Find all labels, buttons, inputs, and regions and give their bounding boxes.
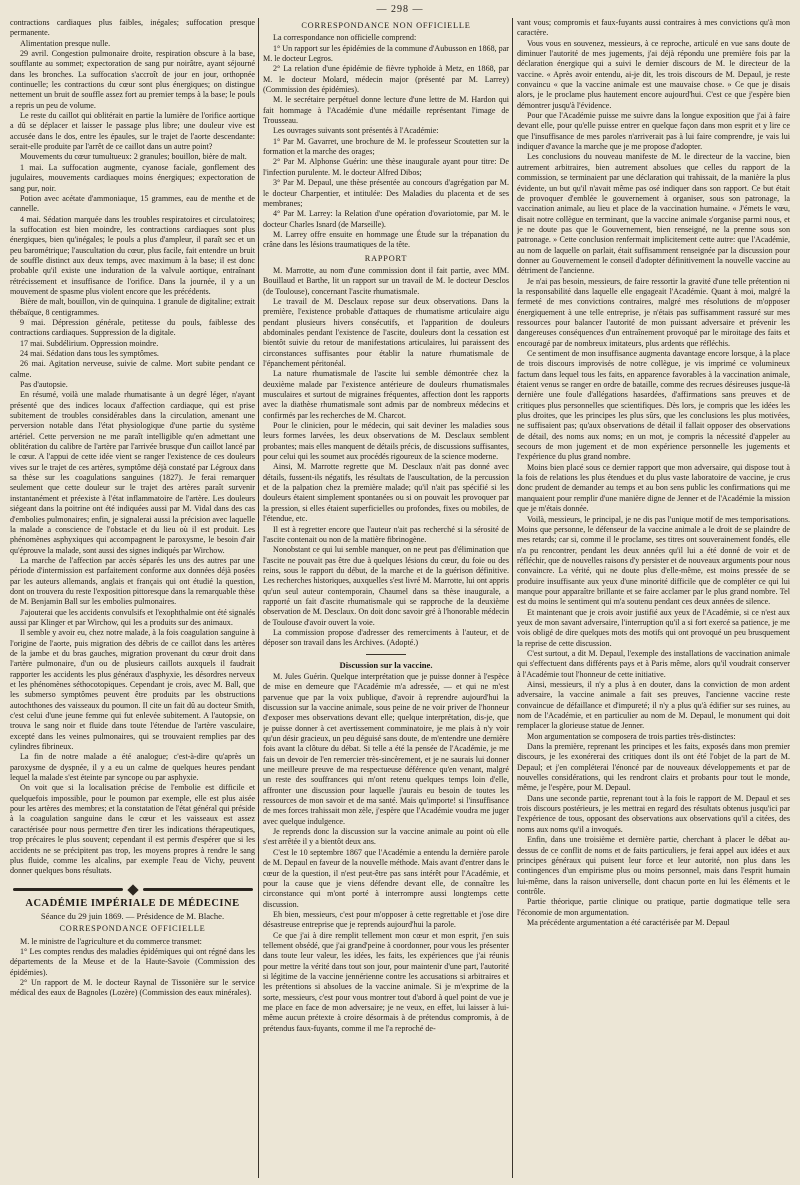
section-heading: CORRESPONDANCE OFFICIELLE (59, 924, 206, 934)
paragraph: En résumé, voilà une malade rhumatisante à un degré léger, n'ayant présenté que des indices locaux d'affection cardiaque, qui est prise subitement de troubles considérables dans la circulation, amenant une perversion notable dans l'état physiologique d'une partie du système artériel. Cette perversion ne me paraît intelligible qu'en admettant une oblitération du calibre de l'artère par l'arrivée brusque d'un caillot lancé par le cœur. A l'appui de cette idée vient se ranger l'existence de ces douleurs vives sur le trajet de ces artères, symptôme déjà constaté par Légroux dans sa thèse sur les coagulations sanguines (1827). Je ferai remarquer seulement que cette douleur sur le trajet des artères paraît survenir instantanément et préexiste à l'état inflammatoire de l'artère. Les douleurs siégeant dans la poitrine ont été indiquées aussi par M. Vidal dans des cas d'embolies pulmonaires; enfin, je signalerai aussi la précision avec laquelle la malade a conscience de l'obstacle et du lieu où il est produit. Les phénomènes asphyxiques qui accompagnent le paroxysme, le besoin d'air qu'éprouve la malade, sont aussi des signes indiqués par Wirchow. (10, 390, 255, 555)
paragraph: La marche de l'affection par accès séparés les uns des autres par une période d'intermission est parfaitement conforme aux données déjà posées par les auteurs allemands, anglais et français qui ont étudié la question, dont on trouvera du reste l'exposition pittoresque dans la remarquable thèse de M. Benjamin Ball sur les embolies pulmonaires. (10, 555, 255, 607)
paragraph: M. Larrey offre ensuite en hommage une Étude sur la trépanation du crâne dans les lésions traumatiques de la tête. (263, 229, 509, 250)
paragraph: C'est surtout, a dit M. Depaul, l'exemple des installations de vaccination animale qui s'effectuent dans différents pays et à Paris même, alors qu'il voudrait conserver à l'Académie tout l'honneur de cette initiative. (517, 648, 790, 679)
paragraph: M. Jules Guérin. Quelque interprétation que je puisse donner à l'espèce de mise en demeure que l'Académie m'a adressée, — et qui ne m'est parvenue que par la voix publique, d'avoir à reprendre aujourd'hui la discussion sur la vaccine animale, sous peine de ne voir priver de l'honneur d'exposer mes observations devant elle; quelque interprétation, dis-je, que je puisse donner à cet avertissement comminatoire, je me plais à n'y voir qu'un désir gracieux, un peu déguisé sans doute, de m'entendre une dernière fois avant la clôture du débat. Si telle a été la pensée de l'Académie, je me fais un devoir de l'en remercier très-sincèrement, et je ne saurais lui donner une meilleure preuve de ma respectueuse déférence qu'en venant, malgré un reste des souffrances qui m'ont retenu quelques temps loin d'elle, affronter une discussion pour laquelle j'aurais eu besoin de toutes les ressources de mon savoir et de ma santé. Mais qu'importe! si l'insuffisance de mes forces trahissait mon zèle, j'espère que l'Académie voudra me juger avec quelque indulgence. (263, 671, 509, 826)
paragraph: 24 mai. Sédation dans tous les symptômes. (20, 349, 159, 358)
paragraph: Vous vous en souvenez, messieurs, à ce reproche, articulé en vue sans doute de diminuer l'autorité de mes jugements, j'ai déjà répondu une première fois par la déclaration énergique qui a suivi le dernier discours de M. le directeur de la vaccine. « Après avoir entendu, ai-je dit, les trois discours de M. Depaul, je reste convaincu « que la vaccine animale est une mauvaise chose. » Ce que je disais alors, je le proclame plus hautement encore aujourd'hui. C'est ce que j'espère bien démontrer jusqu'à l'évidence. (517, 38, 790, 110)
paragraph: Dans une seconde partie, reprenant tout à la fois le rapport de M. Depaul et ses trois discours postérieurs, je les mettrai en regard des résultats obtenus jusqu'ici par l'expérience de tous, opposant des observations aux observations qu'il a citées, des noms aux noms qu'il a invoqués. (517, 793, 790, 834)
paragraph: 2° La relation d'une épidémie de fièvre typhoïde à Metz, en 1868, par M. le docteur Molard, médecin major (présenté par M. Larrey) (Commission des épidémies). (263, 64, 509, 95)
paragraph: Pour que l'Académie puisse me suivre dans la longue exposition que j'ai à faire devant elle, pour qu'elle puisse entrer en quelque façon dans mon esprit et y lire ce que l'insuffisance de mes paroles n'arriverait pas à lui faire comprendre, je vais lui indiquer d'avance la marche que je me propose d'adopter. (517, 111, 790, 152)
paragraph: Nonobstant ce qui lui semble manquer, on ne peut pas d'élimination que l'ascite ne pouvait pas être due à quelques lésions du cœur, du foie ou des reins, sous le rapport du début, de la marche et de la guérison définitive. Les recherches historiques, auxquelles s'est livré M. Marrotte, lui ont appris qu'un seul auteur contemporain, Chaumel dans sa thèse inaugurale, a rapporté un fait d'ascite rhumatismale qui se rapproche de la deuxième observation de M. Desclaux. On doit donc savoir gré à l'honorable médecin de Toulouse d'avoir ouvert la voie. (263, 545, 509, 627)
paragraph: On voit que si la localisation précise de l'embolie est difficile et quelquefois impossible, pour le poumon par exemple, elle est plus aisée pour les artères des membres; et la constatation de l'état général qui préside à la coagulation sanguine dans le cœur et les vaisseaux est assez caractérisée pour nous permettre d'en tirer les indications thérapeutiques, trop précaires le plus souvent; cependant il est permis d'espérer que si les accidents ne se précipitent pas trop, les moyens propres à rendre le sang plus fluide, comme les alcalins, par exemple l'eau de Vichy, peuvent donner quelques bons résultats. (10, 783, 255, 876)
paragraph: 4 mai. Sédation marquée dans les troubles respiratoires et circulatoires; la suffocation est bien moindre, les contractions cardiaques sont plus énergiques, bien qu'inégales; le pouls a plus d'ampleur, il paraît sec et un peu barométrique; l'auscultation du cœur, plus facile, fait entendre un bruit de souffle distinct aux deux temps, avec maximum à la base; il est donc probable qu'il existe une induration de la valvule aortique, entraînant rétrécissement et insuffisance de l'orifice. Dans la journée, il y a un mouvement de spasme plus violent encore que les précédents. (10, 214, 255, 296)
paragraph: 1 mai. La suffocation augmente, cyanose faciale, gonflement des jugulaires, mouvements cardiaques moins énergiques; expectoration de sang pur, noir. (10, 162, 255, 193)
academy-title: ACADÉMIE IMPÉRIALE DE MÉDECINE (25, 897, 240, 909)
page-number: — 298 — (376, 4, 424, 15)
paragraph: 4° Par M. Larrey: la Relation d'une opération d'ovariotomie, par M. le docteur Charles Isnard (de Marseille). (263, 209, 509, 229)
paragraph: 1° Un rapport sur les épidémies de la commune d'Aubusson en 1868, par M. le docteur Legros. (263, 43, 509, 64)
paragraph: M. Marrotte, au nom d'une commission dont il fait partie, avec MM. Bouillaud et Barthe, lit un rapport sur un travail de M. le docteur Desclos (de Toulouse), concernant l'ascite rhumatismale. (263, 265, 509, 296)
paragraph: La correspondance non officielle comprend: (273, 33, 417, 43)
section-heading: Discussion sur la vaccine. (339, 659, 433, 670)
paragraph: 2° Un rapport de M. le docteur Raynal de Tissonière sur le service médical des eaux de Bagnoles (Lozère) (Commission des eaux minérales). (10, 977, 255, 998)
section-heading: RAPPORT (364, 253, 408, 263)
paragraph: Alimentation presque nulle. (20, 38, 111, 48)
paragraph: J'ajouterai que les accidents convulsifs et l'exophthalmie ont été signalés aussi par Klinger et par Wirchow, qui les a produits sur des animaux. (10, 607, 255, 627)
paragraph: Pour le clinicien, pour le médecin, qui sait deviner les maladies sous leurs formes larvées, les deux observations de M. Desclaux semblent probantes; mais elles manquent de détails précis, de discussions suffisantes, pour celui qui les soumet aux procédés rigoureux de la science moderne. (263, 421, 509, 462)
paragraph: Le travail de M. Desclaux repose sur deux observations. Dans la première, l'existence probable d'attaques de rhumatisme articulaire aigu pendant plusieurs hivers consécutifs, et l'apparition de douleurs abdominales pendant l'existence de l'ascite, douleurs dont la cessation est bientôt suivie du retour de manifestations articulaires, lui paraissent des circonstances suffisantes pour établir la nature rhumatismale de l'épanchement péritonéal. (263, 296, 509, 368)
paragraph: 17 mai. Subdélirium. Oppression moindre. (20, 338, 159, 348)
paragraph: M. le secrétaire perpétuel donne lecture d'une lettre de M. Hardon qui fait hommage à l'Académie d'une médaille représentant l'image de Trousseau. (263, 95, 509, 126)
paragraph: Bière de malt, bouillon, vin de quinquina. 1 granule de digitaline; extrait thébaïque, 8 centigrammes. (10, 297, 255, 317)
paragraph: Je n'ai pas besoin, messieurs, de faire ressortir la gravité d'une telle prétention ni la responsabilité dans laquelle elle engageait l'Académie. Quant à moi, malgré la fermeté de mes convictions contraires, malgré mes résolutions de m'opposer énergiquement à une telle entreprise, je n'étais pas suffisamment rassuré sur mes ressources pour balancer l'autorité de mon puissant adversaire et prévenir les dangereuses conséquences d'un entraînement provoqué par le miroitage des faits et encouragé par de nombreux imitateurs, plus ardents que réfléchis. (517, 276, 790, 348)
paragraph: Il semble y avoir eu, chez notre malade, à la fois coagulation sanguine à l'origine de l'aorte, puis migration des débris de ce caillot dans les artères de la jambe et du bras gauches, migration provenant du cœur droit dans l'artère pulmonaire, d'un ou de plusieurs caillots auxquels il faudrait rapporter les accidents les plus généraux d'asphyxie, les désordres nerveux et les phénomènes séthocotopiques. Cependant je crois, avec M. Ball, que les submerso symptômes peuvent être produits par les obstructions autochthones des vaisseaux du poumon. Il cite un fait dû au docteur Smith, c'est celui d'une jeune femme qui fut enlevée subitement. A l'autopsie, on trouva le sang noir et fluide dans toute l'étendue de l'artère vasculaire, excepté dans les veines pulmonaires, qui se trouvaient remplies par des cylindres fibrineux. (10, 628, 255, 752)
paragraph: Il est à regretter encore que l'auteur n'ait pas recherché si la sérosité de l'ascite contenait ou non de la matière fibrinogène. (263, 524, 509, 544)
paragraph: Ainsi, messieurs, il n'y a plus à en douter, dans la conviction de mon ardent adversaire, la vaccine animale a fait ses preuves, l'ancienne vaccine reste convaincue de défaillance et d'impureté; il n'y a plus qu'à édifier sur ses ruines, au nom de l'Académie, et en particulier au nom de M. Depaul, le monument qui doit remplacer la glorieuse statue de Jenner. (517, 680, 790, 731)
paragraph: C'est le 10 septembre 1867 que l'Académie a entendu la dernière parole de M. Depaul en faveur de la nouvelle méthode. Mais avant d'entrer dans le cœur de la question, il n'est peut-être pas sans intérêt pour l'Académie, et pour la cause que je viens défendre devant elle, de connaître les circonstance qui m'ont porté à interrompre aussi longtemps cette discussion. (263, 847, 509, 909)
paragraph: Mouvements du cœur tumultueux: 2 granules; bouillon, bière de malt. (20, 152, 247, 162)
paragraph: Mon argumentation se composera de trois parties très-distinctes: (527, 731, 736, 741)
paragraph: Eh bien, messieurs, c'est pour m'opposer à cette regrettable et j'ose dire désastreuse entreprise que je reprends aujourd'hui la parole. (263, 909, 509, 930)
paragraph: 26 mai. Agitation nerveuse, suivie de calme. Mort subite pendant ce calme. (10, 359, 255, 379)
paragraph: Potion avec acétate d'ammoniaque, 15 grammes, eau de menthe et de cannelle. (10, 193, 255, 214)
paragraph: Voilà, messieurs, le principal, je ne dis pas l'unique motif de mes temporisations. Moins que personne, le défenseur de la vaccine animale a le droit de se plaindre de mes retards; car si, comme il le proclame, ses titres ont souverainement fondés, elle n'a pu rencontrer, pendant les deux années qu'il lui a été donné de voir et de réfléchir, que de nouvelles raisons d'y persister et de nouveaux arguments pour nous convaincre. La vérité, qui ne doute plus d'elle-même, est moins pressée de se produire insuffisante aux yeux d'une minorité difficile que de compléter ce qui lui manque pour apparaître brillante et se faire acclamer par le plus grand nombre. Tel est du moins le sentiment qui m'a soutenu pendant ces deux années de silence. (517, 514, 790, 607)
session-line: Séance du 29 juin 1869. — Présidence de M. Blache. (40, 910, 225, 921)
paragraph: 1° Par M. Gavarret, une brochure de M. le professeur Scoutetten sur la formation et la marche des orages; (263, 136, 509, 157)
paragraph: Ce que j'ai à dire remplit tellement mon cœur et mon esprit, j'en suis tellement obsédé, que j'ai grand'peine à coordonner, pour vous les présenter dans toute leur valeur, les idées, les faits, les expériences que j'ai réunis pour mettre la vérité dans tout son jour, pour maintenir d'une part, l'autorité si légitime de la vaccine jennérienne contre les accusations si arbitraires et les prétentions si absolues de la vaccine animale. Si je m'exprime de la sorte, messieurs, c'est pour vous montrer tout d'abord à quel point de vue je me place en face de mon adversaire; je ne veux, en effet, lui laisser à lui-même aucun prétexte à croire désormais à de prétendus compromis, à de prétendus faux-fuyants, comme il me l'a reproché de- (263, 930, 509, 1033)
paragraph: Et maintenant que je crois avoir justifié aux yeux de l'Académie, si ce n'est aux yeux de mon savant adversaire, l'interruption qu'il a si fort exercé sa patience, je me vois obligé de dire quelques mots des motifs qui ont provoqué un peu brusquement la reprise de cette discussion. (517, 607, 790, 648)
column-rule (258, 18, 259, 1178)
column-right (517, 18, 790, 1178)
column-rule (512, 18, 513, 1178)
paragraph: Je reprends donc la discussion sur la vaccine animale au point où elle s'est arrêtée il y a bientôt deux ans. (263, 827, 509, 847)
paragraph: 3° Par M. Depaul, une thèse présentée au concours d'agrégation par M. le docteur Charpentier, et intitulée: Des Maladies du placenta et de ses membranes; (263, 178, 509, 208)
paragraph: La nature rhumatismale de l'ascite lui semble démontrée chez la deuxième malade par l'existence antérieure de douleurs rhumatismales musculaires et surtout de migraines fréquentes, affection dont les rapports avec la diathèse rhumatismale sont admis par de nombreux médecins et confirmés par les recherches de M. Charcot. (263, 369, 509, 420)
paragraph: 2° Par M. Alphonse Guérin: une thèse inaugurale ayant pour titre: De l'infection purulente. M. le docteur Alfred Dibos; (263, 157, 509, 177)
paragraph: Ma précédente argumentation a été caractérisée par M. Depaul (527, 917, 730, 927)
paragraph: 9 mai. Dépression générale, petitesse du pouls, faiblesse des contractions cardiaques. Suppression de la digitale. (10, 317, 255, 338)
paragraph: vant vous; compromis et faux-fuyants aussi contraires à mes convictions qu'à mon caractère. (517, 18, 790, 38)
paragraph: contractions cardiaques plus faibles, inégales; suffocation presque permanente. (10, 18, 255, 38)
paragraph: Les ouvrages suivants sont présentés à l'Académie: (273, 126, 439, 136)
paragraph: Ainsi, M. Marrotte regrette que M. Desclaux n'ait pas donné avec détails, fussent-ils négatifs, les résultats de l'auscultation, de la percussion et de la palpation chez la première malade; qu'il n'ait pas spécifié si les douleurs étaient simplement spontanées ou si on pouvait les provoquer par la pression, si elles étaient superficielles ou profondes, fixes ou mobiles, de l'étendue, etc. (263, 462, 509, 524)
paragraph: Pas d'autopsie. (20, 380, 68, 390)
paragraph: La commission propose d'adresser des remerciments à l'auteur, et de déposer son travail dans les Archives. (Adopté.) (263, 627, 509, 648)
paragraph: Moins bien placé sous ce dernier rapport que mon adversaire, qui dispose tout à la fois de relations les plus étendues et du plus vaste laboratoire de vaccine, je crus donc prudent de demander au temps et au bon sens public les confirmations qui me manquaient pour remplir d'une manière digne de Jenner et de l'Académie la mission que je m'étais donnée. (517, 462, 790, 514)
paragraph: Les conclusions du nouveau manifeste de M. le directeur de la vaccine, bien autrement arbitraires, bien autrement absolues que celles du rapport de la commission, se terminaient par une déclaration qui trahissait, de la manière la plus évidente, un but qu'il n'avait même pas osé indiquer dans son rapport. Ce but était de provoquer d'emblée le gouvernement à organiser, sous son patronage, la vaccination animale, au lieu et place de la vaccination humaine. « J'émets le vœu, disait notre collègue en terminant, que la vaccine animale s'organise parmi nous, et je ne doute pas que le Gouvernement, bien renseigné, ne la prenne sous son patronage. » Cette conclusion renfermait implicitement cette autre: que l'Académie, au nom de laquelle on parlait, était suffisamment renseignée par la discussion pour donner au Gouvernement le conseil d'adopter définitivement la nouvelle vaccine au détriment de l'ancienne. (517, 152, 790, 276)
column-middle (263, 18, 509, 1178)
ornament-divider (10, 885, 255, 893)
section-heading: CORRESPONDANCE NON OFFICIELLE (301, 21, 471, 30)
paragraph: Le reste du caillot qui oblitérait en partie la lumière de l'orifice aortique a dû se déplacer et laisser le passage plus libre; une douleur vive est accusée dans le dos, entre les épaules, sur le trajet de l'aorte descendante: serait-elle produite par l'arrêt de ce caillot dans un autre point? (10, 111, 255, 152)
paragraph: Enfin, dans une troisième et dernière partie, cherchant à placer le débat au-dessus de ce conflit de noms et de faits particuliers, je ferai appel aux idées et aux principes généraux qui puisent leur force et leur autorité, non plus dans les contingences d'un empirisme plus ou moins personnel, mais dans l'esprit humain lui-même, dans la raison universelle, dont chacun porte en lui les éléments et le contrôle. (517, 835, 790, 896)
divider (366, 654, 406, 655)
paragraph: M. le ministre de l'agriculture et du commerce transmet: (20, 936, 202, 946)
column-left (10, 18, 255, 1178)
paragraph: Dans la première, reprenant les principes et les faits, exposés dans mon premier discours, je les exonérerai des critiques dont ils ont été l'objet de la part de M. Depaul; et j'en compléterai l'énoncé par de nouveaux développements et par de nouvelles considérations, qui les rendront clairs et probants pour tout le monde, même, je l'espère, pour M. Depaul. (517, 742, 790, 793)
paragraph: Ce sentiment de mon insuffisance augmenta davantage encore lorsque, à la place de trois discours improvisés de notre collègue, je vis imprimé ce volumineux factum dans lequel tous les faits, en apparence favorables à la vaccination animale, étaient venus se ranger en ordre de bataille, comme des recrues désireuses jusque-là dernière une foule d'allégations hasardées, d'affirmations sans preuves et de critiques plus personnelles que scientifiques. Dès lors, je compris que les idées les plus droites, que les principes les plus sûrs, que les conclusions les plus motivées, ne suffisaient pas; qu'aux observations de détail il fallait opposer des observations de détail, des noms aux noms; en un mot, je compris la nécessité d'appeler au secours de mon jugement et de mon expérience personnelle les jugements et l'expérience du plus grand nombre. (517, 349, 790, 462)
paragraph: La fin de notre malade a été analogue; c'est-à-dire qu'après un paroxysme de dyspnée, il y a eu un calme de quelques heures pendant lequel la malade s'est éteinte par syncope ou par asphyxie. (10, 752, 255, 783)
paragraph: 1° Les comptes rendus des maladies épidémiques qui ont régné dans les départements de la Meuse et de la Haute-Savoie (Commission des épidémies). (10, 946, 255, 977)
paragraph: 29 avril. Congestion pulmonaire droite, respiration obscure à la base, soufflante au sommet; expectoration de sang pur noirâtre, ayant séjourné dans les bronches. La suffocation s'accroît de jour en jour, orthopnée continuelle; les contractions du cœur sont plus énergiques; on distingue nettement un bruit de souffle assez fort au premier temps à la base; le pouls a repris un peu de volume. (10, 49, 255, 110)
paragraph: Partie théorique, partie clinique ou pratique, partie dogmatique telle sera l'économie de mon argumentation. (517, 897, 790, 917)
